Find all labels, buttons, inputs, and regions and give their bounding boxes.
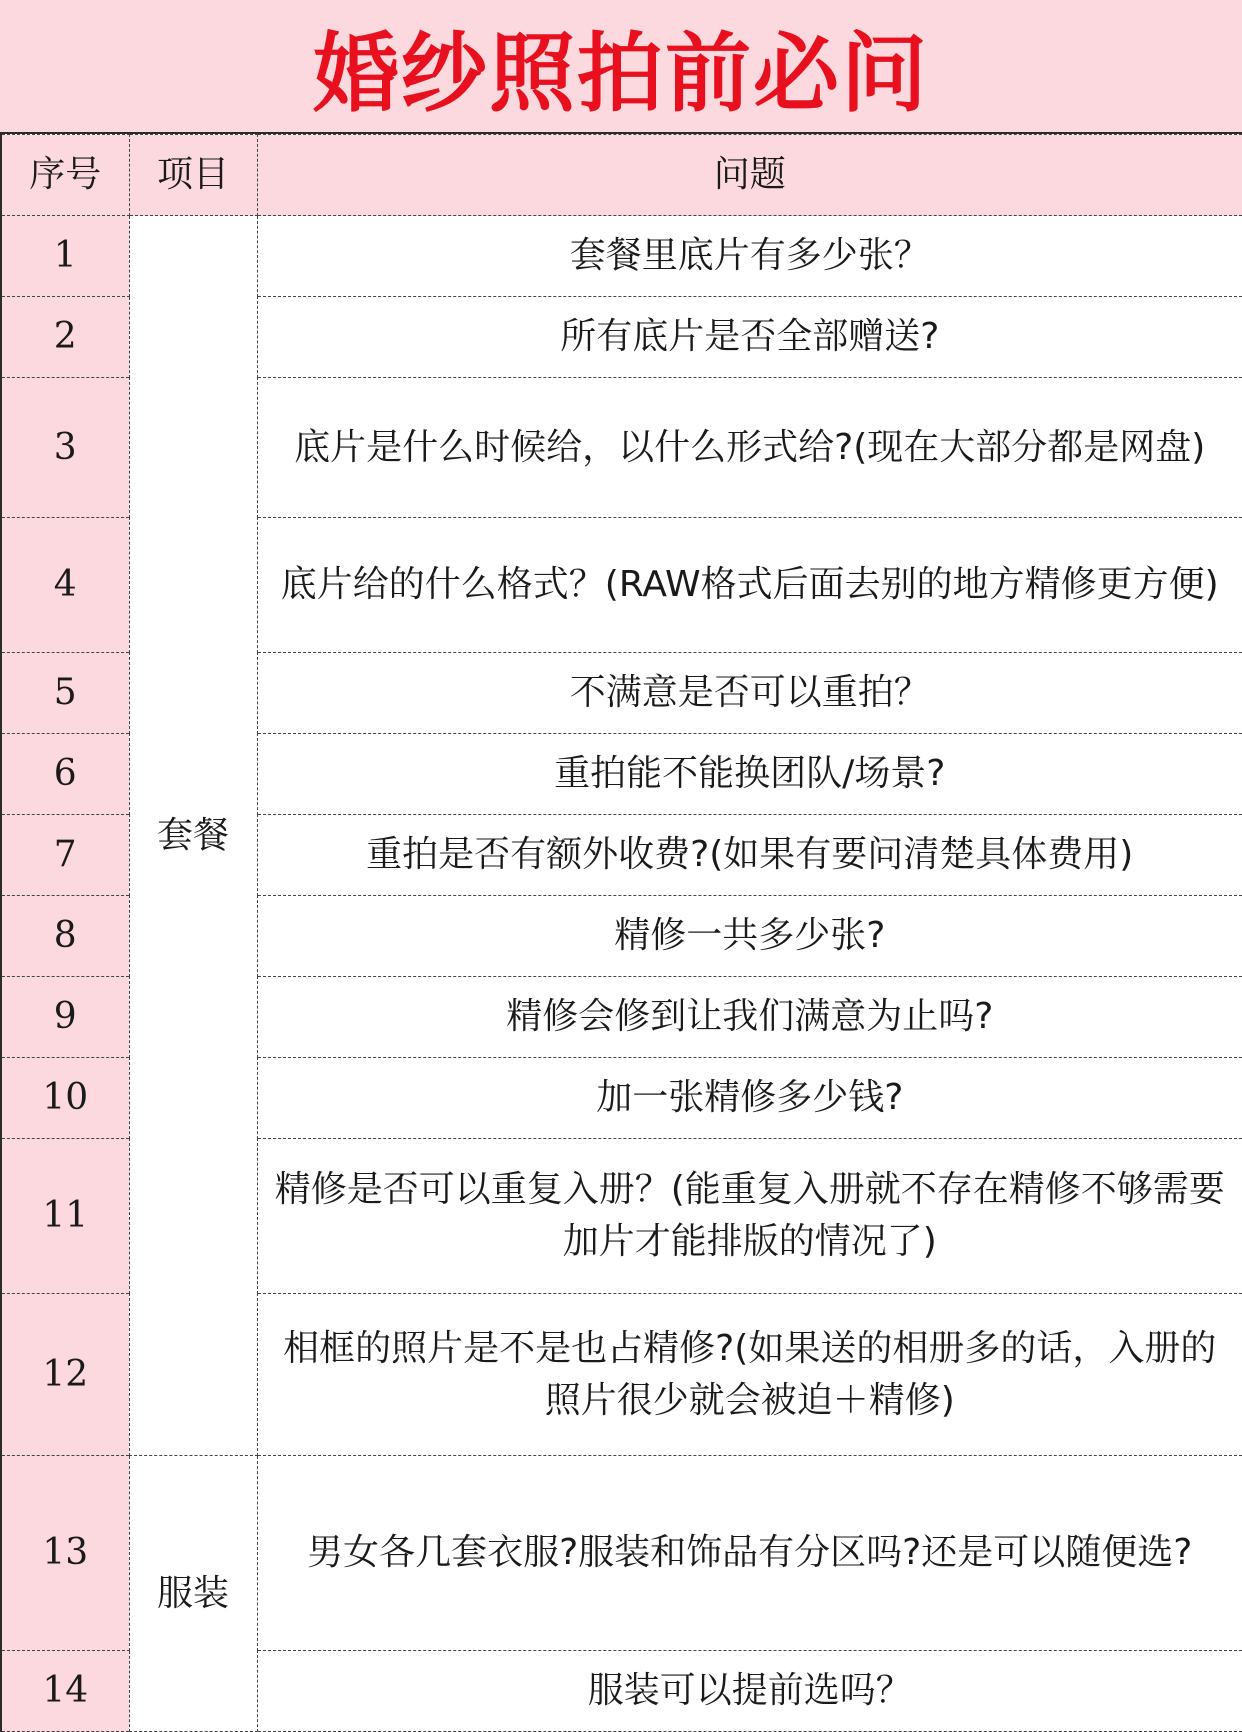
- row-number: 6: [1, 734, 129, 815]
- row-number: 3: [1, 378, 129, 518]
- question-table: [0, 134, 1242, 1732]
- question-cell: 服装可以提前选吗？: [257, 1651, 1242, 1732]
- page-title: 婚纱照拍前必问: [313, 24, 929, 124]
- question-cell: 不满意是否可以重拍？: [257, 653, 1242, 734]
- row-number: 7: [1, 815, 129, 896]
- header-question: 问题: [257, 135, 1242, 216]
- row-number: 1: [1, 216, 129, 297]
- question-cell: 底片给的什么格式？(RAW格式后面去别的地方精修更方便): [257, 518, 1242, 653]
- question-cell: 套餐里底片有多少张？: [257, 216, 1242, 297]
- table-row: [1, 216, 1242, 297]
- row-number: 9: [1, 977, 129, 1058]
- header-num: 序号: [1, 135, 129, 216]
- question-cell: 相框的照片是不是也占精修?(如果送的相册多的话，入册的照片很少就会被迫＋精修): [257, 1294, 1242, 1456]
- title-bar: [0, 0, 1242, 134]
- row-number: 11: [1, 1139, 129, 1294]
- row-number: 10: [1, 1058, 129, 1139]
- header-item: 项目: [129, 135, 257, 216]
- question-cell: 重拍是否有额外收费?(如果有要问清楚具体费用): [257, 815, 1242, 896]
- table-row: [1, 1456, 1242, 1651]
- row-number: 12: [1, 1294, 129, 1456]
- category-cell: 服装: [129, 1456, 257, 1732]
- question-cell: 重拍能不能换团队/场景?: [257, 734, 1242, 815]
- row-number: 8: [1, 896, 129, 977]
- header-row: [1, 135, 1242, 216]
- question-cell: 底片是什么时候给，以什么形式给?(现在大部分都是网盘): [257, 378, 1242, 518]
- row-number: 4: [1, 518, 129, 653]
- question-cell: 加一张精修多少钱?: [257, 1058, 1242, 1139]
- question-cell: 精修会修到让我们满意为止吗?: [257, 977, 1242, 1058]
- row-number: 5: [1, 653, 129, 734]
- row-number: 14: [1, 1651, 129, 1732]
- category-cell: 套餐: [129, 216, 257, 1456]
- question-cell: 所有底片是否全部赠送?: [257, 297, 1242, 378]
- question-cell: 男女各几套衣服?服装和饰品有分区吗?还是可以随便选?: [257, 1456, 1242, 1651]
- row-number: 2: [1, 297, 129, 378]
- question-cell: 精修是否可以重复入册？(能重复入册就不存在精修不够需要加片才能排版的情况了): [257, 1139, 1242, 1294]
- row-number: 13: [1, 1456, 129, 1651]
- question-cell: 精修一共多少张?: [257, 896, 1242, 977]
